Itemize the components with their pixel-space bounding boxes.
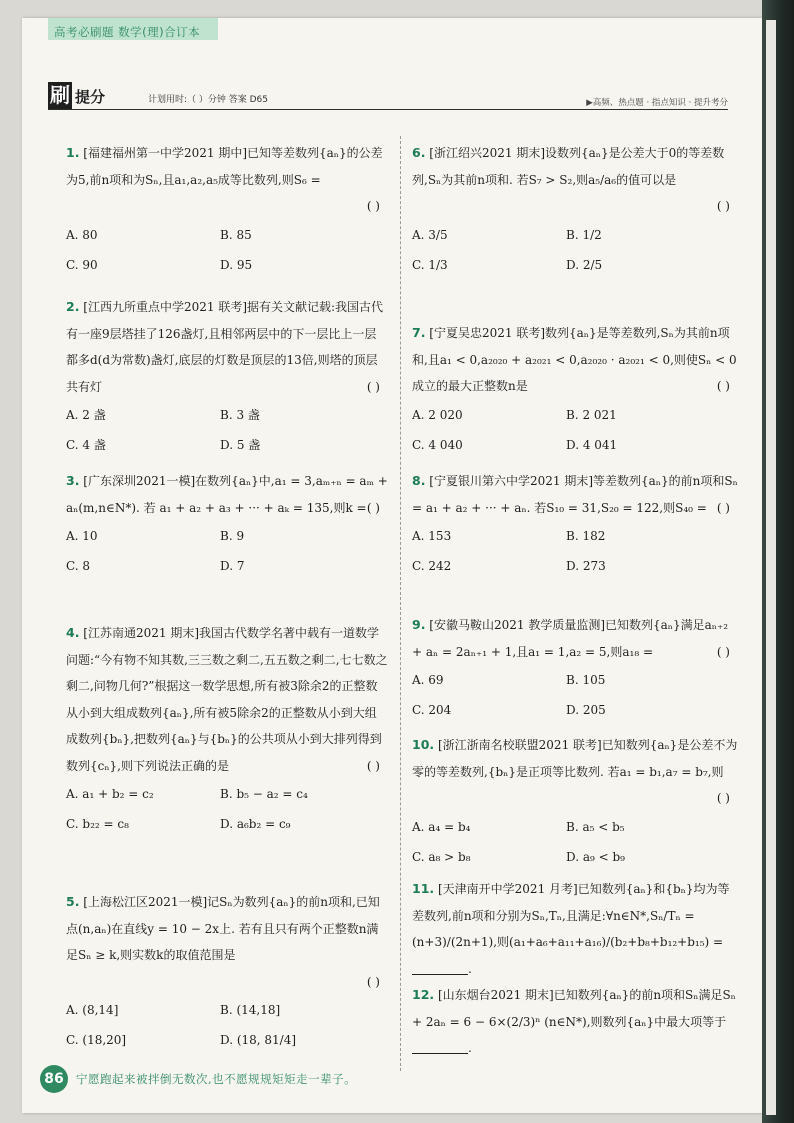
- option-d[interactable]: D. 5 盏: [220, 438, 261, 452]
- question-7: [412, 320, 738, 464]
- question-number: 2.: [66, 299, 80, 314]
- section-tagline: ▶高频、热点题 · 指点知识 · 提升考分: [586, 98, 728, 108]
- option-b[interactable]: B. 3 盏: [220, 408, 260, 422]
- section-title: 提分: [75, 88, 106, 106]
- option-d[interactable]: D. 205: [566, 703, 606, 717]
- option-b[interactable]: B. 2 021: [566, 407, 617, 422]
- option-b[interactable]: B. 85: [220, 227, 252, 242]
- question-text: [宁夏吴忠2021 联考]数列{aₙ}是等差数列,Sₙ为其前n项和,且a₁ < 0,a₂₀₂₀ + a₂₀₂₁ < 0,a₂₀₂₀ · a₂₀₂₁ < 0,则使Sₙ < 0成立的最大正整数n是: [412, 326, 737, 393]
- timer-label: 计划用时:（ ）分钟 答案 D65: [148, 95, 268, 105]
- answer-paren[interactable]: ( ): [716, 644, 730, 659]
- question-number: 4.: [66, 625, 80, 640]
- answer-paren[interactable]: ( ): [716, 379, 730, 393]
- option-d[interactable]: D. a₆b₂ = c₉: [220, 817, 291, 831]
- page-number: 86: [40, 1065, 68, 1093]
- option-b[interactable]: B. a₅ < b₅: [566, 819, 625, 834]
- column-divider: [400, 136, 401, 1071]
- question-number: 1.: [66, 145, 80, 160]
- question-number: 3.: [66, 473, 80, 488]
- header-rule: [48, 109, 728, 110]
- option-a[interactable]: A. 80: [66, 227, 98, 242]
- option-a[interactable]: A. 3/5: [412, 227, 448, 242]
- right-column: [412, 140, 738, 1086]
- question-4: [66, 620, 388, 885]
- option-b[interactable]: B. 182: [566, 529, 606, 543]
- question-text: [宁夏银川第六中学2021 期末]等差数列{aₙ}的前n项和Sₙ = a₁ + a₂ + ··· + aₙ. 若S₁₀ = 31,S₂₀ = 122,则S₄₀ =: [412, 474, 738, 515]
- answer-paren[interactable]: ( ): [366, 500, 380, 515]
- book-title: 高考必刷题 数学(理)合订本: [54, 25, 201, 39]
- option-c[interactable]: C. 4 盏: [66, 438, 106, 452]
- option-c[interactable]: C. 204: [412, 703, 452, 717]
- question-text: [天津南开中学2021 月考]已知数列{aₙ}和{bₙ}均为等差数列,前n项和分别为Sₙ,Tₙ,且满足:∀n∈N*,Sₙ/Tₙ = (n+3)/(2n+1),则(a₁+a₆+a₁₁+a₁₆)/(b₂+b₈+b₁₂+b₁₅) =: [412, 882, 730, 949]
- question-text: [上海松江区2021一模]记Sₙ为数列{aₙ}的前n项和,已知点(n,aₙ)在直线y = 10 − 2x上. 若有且只有两个正整数n满足Sₙ ≥ k,则实数k的取值范围是: [66, 895, 380, 962]
- question-2: [66, 294, 388, 464]
- option-a[interactable]: A. a₁ + b₂ = c₂: [66, 787, 154, 801]
- question-10: [412, 732, 738, 872]
- option-a[interactable]: A. 2 020: [412, 407, 463, 422]
- option-b[interactable]: B. 105: [566, 673, 606, 687]
- page-edge: [762, 0, 794, 1123]
- question-number: 12.: [412, 987, 435, 1002]
- option-d[interactable]: D. 4 041: [566, 437, 618, 452]
- question-6: [412, 140, 738, 316]
- option-a[interactable]: A. 153: [412, 529, 452, 543]
- question-text: [浙江绍兴2021 期末]设数列{aₙ}是公差大于0的等差数列,Sₙ为其前n项和. 若S₇ > S₂,则a₅/a₆的值可以是: [412, 146, 725, 187]
- answer-paren[interactable]: ( ): [716, 199, 730, 213]
- answer-blank[interactable]: [412, 962, 468, 975]
- question-12: 12. [山东烟台2021 期末]已知数列{aₙ}的前n项和Sₙ满足Sₙ + 2aₙ = 6 − 6×(2/3)ⁿ (n∈N*),则数列{aₙ}中最大项等于 .: [412, 987, 736, 1055]
- question-number: 8.: [412, 473, 426, 488]
- question-number: 6.: [412, 145, 426, 160]
- option-a[interactable]: A. 69: [412, 673, 444, 687]
- question-number: 7.: [412, 325, 426, 340]
- question-text: [福建福州第一中学2021 期中]已知等差数列{aₙ}的公差为5,前n项和为Sₙ,且a₁,a₂,a₅成等比数列,则S₆ =: [66, 146, 383, 187]
- option-c[interactable]: C. 8: [66, 559, 91, 573]
- answer-paren[interactable]: ( ): [366, 758, 380, 773]
- option-d[interactable]: D. 7: [220, 559, 245, 573]
- question-5: [66, 889, 388, 1069]
- question-number: 9.: [412, 617, 426, 632]
- option-c[interactable]: C. 90: [66, 257, 98, 272]
- option-d[interactable]: D. 2/5: [566, 257, 603, 272]
- question-8: [412, 468, 738, 608]
- option-c[interactable]: C. 242: [412, 559, 452, 573]
- question-11: 11. [天津南开中学2021 月考]已知数列{aₙ}和{bₙ}均为等差数列,前n项和分别为Sₙ,Tₙ,且满足:∀n∈N*,Sₙ/Tₙ = (n+3)/(2n+1),则(a₁+a₆+a₁₁+a₁₆)/(b₂+b₈+b₁₂+b₁₅) = .: [412, 881, 730, 976]
- answer-paren[interactable]: ( ): [366, 974, 380, 989]
- option-c[interactable]: C. (18,20]: [66, 1033, 127, 1047]
- question-text: [山东烟台2021 期末]已知数列{aₙ}的前n项和Sₙ满足Sₙ + 2aₙ = 6 − 6×(2/3)ⁿ (n∈N*),则数列{aₙ}中最大项等于: [412, 988, 736, 1029]
- question-text: [广东深圳2021一模]在数列{aₙ}中,a₁ = 3,aₘ₊ₙ = aₘ + aₙ(m,n∈N*). 若 a₁ + a₂ + a₃ + ··· + aₖ = 135,则k =: [66, 474, 388, 515]
- option-b[interactable]: B. b₅ − a₂ = c₄: [220, 787, 308, 801]
- option-b[interactable]: B. 9: [220, 529, 245, 543]
- question-1: [66, 140, 388, 290]
- section-badge: 刷: [50, 83, 70, 107]
- option-b[interactable]: B. (14,18]: [220, 1003, 281, 1017]
- answer-paren[interactable]: ( ): [366, 379, 380, 394]
- option-a[interactable]: A. (8,14]: [66, 1003, 119, 1017]
- answer-paren[interactable]: ( ): [716, 500, 730, 515]
- answer-paren[interactable]: ( ): [716, 791, 730, 805]
- question-text: [安徽马鞍山2021 教学质量监测]已知数列{aₙ}满足aₙ₊₂ + aₙ = 2aₙ₊₁ + 1,且a₁ = 1,a₂ = 5,则a₁₈ =: [412, 618, 729, 659]
- question-number: 11.: [412, 881, 435, 896]
- option-c[interactable]: C. 4 040: [412, 437, 463, 452]
- option-a[interactable]: A. 10: [66, 529, 98, 543]
- left-column: [66, 140, 388, 1073]
- option-d[interactable]: D. 95: [220, 257, 253, 272]
- question-number: 5.: [66, 894, 80, 909]
- question-3: [66, 468, 388, 616]
- question-number: 10.: [412, 737, 435, 752]
- option-d[interactable]: D. a₉ < b₉: [566, 849, 625, 864]
- question-9: [412, 612, 738, 728]
- section-header: [48, 82, 728, 112]
- question-text: [浙江浙南名校联盟2021 联考]已知数列{aₙ}是公差不为零的等差数列,{bₙ}是正项等比数列. 若a₁ = b₁,a₇ = b₇,则: [412, 738, 738, 779]
- option-d[interactable]: D. 273: [566, 559, 606, 573]
- question-text: [江西九所重点中学2021 联考]据有关文献记载:我国古代有一座9层塔挂了126盏灯,且相邻两层中的下一层比上一层都多d(d为常数)盏灯,底层的灯数是顶层的13倍,则塔的顶层共有灯: [66, 300, 384, 394]
- question-text: [江苏南通2021 期末]我国古代数学名著中载有一道数学问题:“今有物不知其数,三三数之剩二,五五数之剩二,七七数之剩二,问物几何?”根据这一数学思想,所有被3除余2的正整数从小到大组成数列{aₙ},所有被5除余2的正整数从小到大组成数列{bₙ},把数列{aₙ}与{bₙ}的公共项从小到大排列得到数列{cₙ},则下列说法正确的是: [66, 626, 388, 773]
- option-c[interactable]: C. b₂₂ = c₈: [66, 817, 129, 831]
- answer-blank[interactable]: [412, 1041, 468, 1054]
- option-c[interactable]: C. 1/3: [412, 257, 448, 272]
- option-b[interactable]: B. 1/2: [566, 227, 602, 242]
- footer-quote: 宁愿跑起来被拌倒无数次,也不愿规规矩矩走一辈子。: [76, 1072, 357, 1086]
- option-a[interactable]: A. a₄ = b₄: [412, 819, 471, 834]
- answer-paren[interactable]: ( ): [366, 199, 380, 213]
- option-d[interactable]: D. (18, 81/4]: [220, 1033, 297, 1047]
- option-a[interactable]: A. 2 盏: [66, 408, 106, 422]
- option-c[interactable]: C. a₈ > b₈: [412, 849, 471, 864]
